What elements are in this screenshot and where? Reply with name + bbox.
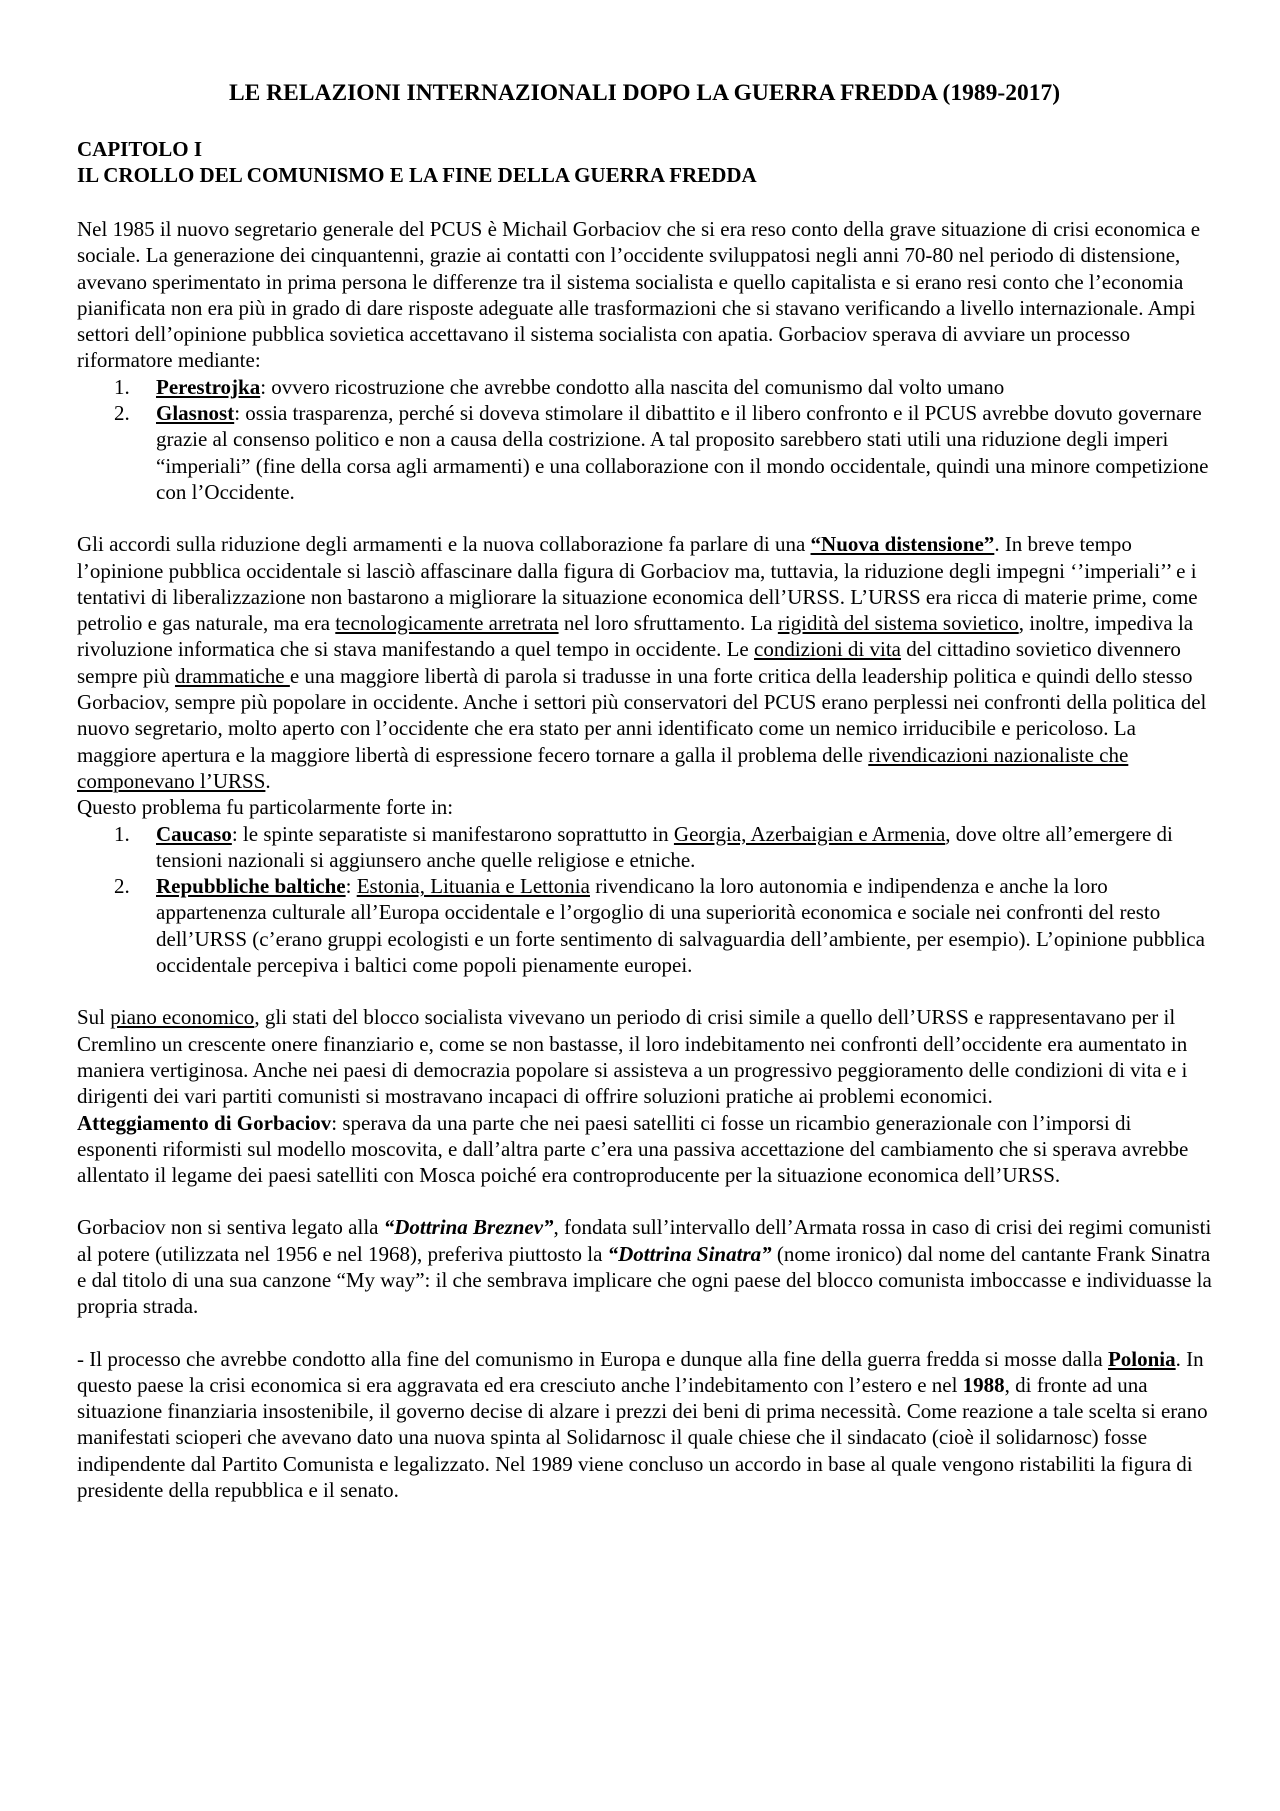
paragraph-atteggiamento	[77, 1110, 1212, 1189]
chapter-number: CAPITOLO I	[77, 137, 203, 161]
term-glasnost: Glasnost	[156, 401, 235, 426]
list-item	[77, 400, 1212, 505]
text-run: . In breve tempo l’opinione pubblica occidentale si lasciò affascinare dalla figura di Gorbaciov ma, tuttavia, la riduzione degli impegni ‘’imperiali’’ e i tentativi di liberalizzazione non bastarono a migliorare la situazione economica dell’URSS. L’URSS era ricca di materie prime, come petrolio e gas naturale, ma era	[77, 532, 1198, 636]
text-run: Gorbaciov non si sentiva legato alla	[77, 1215, 384, 1240]
reform-list	[77, 374, 1212, 505]
term-dottrina-sinatra: “Dottrina Sinatra”	[607, 1241, 772, 1266]
underlined-phrase: rivendicazioni nazionaliste che componevano l’URSS	[77, 742, 1129, 793]
paragraph-spacer	[77, 505, 1212, 531]
text-run: . In questo paese la crisi economica si era aggravata ed era cresciuto anche l’indebitamento con l’estero e nel	[77, 1346, 1204, 1397]
underlined-phrase: condizioni di vita	[754, 637, 901, 662]
term-polonia: Polonia	[1107, 1346, 1176, 1371]
text-run: , gli stati del blocco socialista vivevano un periodo di crisi simile a quello dell’URSS e rappresentavano per il Cremlino un crescente onere finanziario e, come se non bastasse, il loro indebitamento nei confronti dell’occidente era aumentato in maniera vertiginosa. Anche nei paesi di democrazia popolare si assisteva a un progressivo peggioramento delle condizioni di vita e i dirigenti dei vari partiti comunisti si mostravano incapaci di offrire soluzioni pratiche ai problemi economici.	[77, 1005, 1188, 1109]
underlined-phrase: piano economico	[110, 1005, 255, 1030]
underlined-phrase: drammatiche	[174, 663, 290, 688]
paragraph-spacer	[77, 978, 1212, 1004]
list-number: 2.	[114, 401, 130, 426]
list-number: 1.	[114, 821, 130, 846]
chapter-heading	[77, 136, 1212, 188]
chapter-name: IL CROLLO DEL COMUNISMO E LA FINE DELLA GUERRA FREDDA	[77, 163, 757, 187]
term-repubbliche-baltiche: Repubbliche baltiche	[156, 874, 346, 899]
text-run: - Il processo che avrebbe condotto alla fine del comunismo in Europa e dunque alla fine della guerra fredda si mosse dalla	[77, 1346, 1108, 1371]
underlined-phrase: rigidità del sistema sovietico	[777, 611, 1019, 636]
regions-list	[77, 821, 1212, 979]
paragraph-piano-economico	[77, 1004, 1212, 1109]
text-run: Sul	[77, 1005, 111, 1030]
paragraph-dottrine	[77, 1214, 1212, 1319]
paragraph-intro: Nel 1985 il nuovo segretario generale del PCUS è Michail Gorbaciov che si era reso conto della grave situazione di crisi economica e sociale. La generazione dei cinquantenni, grazie ai contatti con l’occidente sviluppatosi negli anni 70-80 nel periodo di distensione, avevano sperimentato in prima persona le differenze tra il sistema socialista e quello capitalista e si erano resi conto che l’economia pianificata non era più in grado di dare risposte adeguate alle trasformazioni che si stavano verificando a livello internazionale. Ampi settori dell’opinione pubblica sovietica accettavano il sistema socialista con apatia. Gorbaciov sperava di avviare un processo riformatore mediante:	[77, 217, 1201, 373]
underlined-phrase: tecnologicamente arretrata	[335, 611, 559, 636]
text-run: , fondata sull’intervallo dell’Armata rossa in caso di crisi dei regimi comunisti al potere (utilizzata nel 1956 e nel 1968), preferiva piuttosto la	[77, 1215, 1212, 1266]
list-item	[77, 374, 1212, 400]
term-perestrojka: Perestrojka	[156, 374, 261, 399]
document-page	[77, 78, 1212, 1503]
text-run: : sperava da una parte che nei paesi satelliti ci fosse un ricambio generazionale con l’imporsi di esponenti riformisti sul modello moscovita, e dall’altra parte c’era una passiva accettazione del cambiamento che si sperava avrebbe allentato il legame dei paesi satelliti con Mosca poiché era controproducente per la situazione economica dell’URSS.	[77, 1110, 1189, 1188]
paragraph-problem-intro: Questo problema fu particolarmente forte in:	[77, 795, 454, 820]
term-nuova-distensione: “Nuova distensione”	[810, 532, 995, 557]
term-caucaso: Caucaso	[156, 821, 232, 846]
text-run: , inoltre, impediva la rivoluzione informatica che si stava manifestando a quel tempo in occidente. Le	[77, 611, 1194, 662]
text-run: (nome ironico) dal nome del cantante Frank Sinatra e dal titolo di una sua canzone “My way”: il che sembrava implicare che ogni paese del blocco comunista imboccasse e individuasse la propria strada.	[77, 1241, 1212, 1319]
list-number: 1.	[114, 374, 130, 399]
paragraph-spacer	[77, 1188, 1212, 1214]
text-run: .	[265, 768, 271, 793]
underlined-phrase: Georgia, Azerbaigian e Armenia	[673, 821, 946, 846]
list-item	[77, 821, 1212, 874]
text-run: rivendicano la loro autonomia e indipendenza e anche la loro appartenenza culturale all’Europa occidentale e l’orgoglio di una superiorità economica e sociale nei confronti del resto dell’URSS (c’erano gruppi ecologisti e un forte sentimento di salvaguardia dell’ambiente, per esempio). L’opinione pubblica occidentale percepiva i baltici come popoli pienamente europei.	[156, 874, 1205, 978]
text-run: : le spinte separatiste si manifestarono soprattutto in	[231, 821, 674, 846]
year-1988: 1988	[962, 1372, 1005, 1397]
paragraph-polonia	[77, 1346, 1212, 1504]
list-item	[77, 873, 1212, 978]
text-run: , dove oltre all’emergere di tensioni nazionali si aggiunsero anche quelle religiose e etniche.	[156, 821, 1173, 872]
text-run: Gli accordi sulla riduzione degli armamenti e la nuova collaborazione fa parlare di una	[77, 532, 811, 557]
document-title: LE RELAZIONI INTERNAZIONALI DOPO LA GUERRA FREDDA (1989-2017)	[228, 80, 1061, 106]
list-text: : ossia trasparenza, perché si doveva stimolare il dibattito e il libero confronto e il PCUS avrebbe dovuto governare grazie al consenso politico e non a causa della costrizione. A tal proposito sarebbero stati utili una riduzione degli imperi “imperiali” (fine della corsa agli armamenti) e una collaborazione con il mondo occidentale, quindi una minore competizione con l’Occidente.	[156, 401, 1209, 504]
paragraph-spacer	[77, 1320, 1212, 1346]
text-run: e una maggiore libertà di parola si tradusse in una forte critica della leadership politica e quindi dello stesso Gorbaciov, sempre più popolare in occidente. Anche i settori più conservatori del PCUS erano perplessi nei confronti della politica del nuovo segretario, molto aperto con l’occidente che era stato per anni identificato come un nemico irriducibile e pericoloso. La maggiore apertura e la maggiore libertà di espressione fecero tornare a galla il problema delle	[77, 663, 1207, 767]
text-run: del cittadino sovietico divennero sempre più	[77, 637, 1181, 688]
text-run: , di fronte ad una situazione finanziaria insostenibile, il governo decise di alzare i prezzi dei beni di prima necessità. Come reazione a tale scelta si erano manifestati scioperi che avevano dato una nuova spinta al Solidarnosc il quale chiese che il sindacato (cioè il solidarnosc) fosse indipendente dal Partito Comunista e legalizzato. Nel 1989 viene concluso un accordo in base al quale vengono ristabiliti la figura di presidente della repubblica e il senato.	[77, 1372, 1208, 1503]
term-atteggiamento: Atteggiamento di Gorbaciov	[77, 1110, 332, 1135]
list-text: : ovvero ricostruzione che avrebbe condotto alla nascita del comunismo dal volto umano	[260, 374, 1005, 399]
paragraph-nuova-distensione	[77, 531, 1212, 794]
list-number: 2.	[114, 874, 130, 899]
underlined-phrase: Estonia, Lituania e Lettonia	[356, 874, 590, 899]
text-run: nel loro sfruttamento. La	[558, 611, 778, 636]
term-dottrina-breznev: “Dottrina Breznev”	[383, 1215, 554, 1240]
text-run: :	[345, 874, 357, 899]
